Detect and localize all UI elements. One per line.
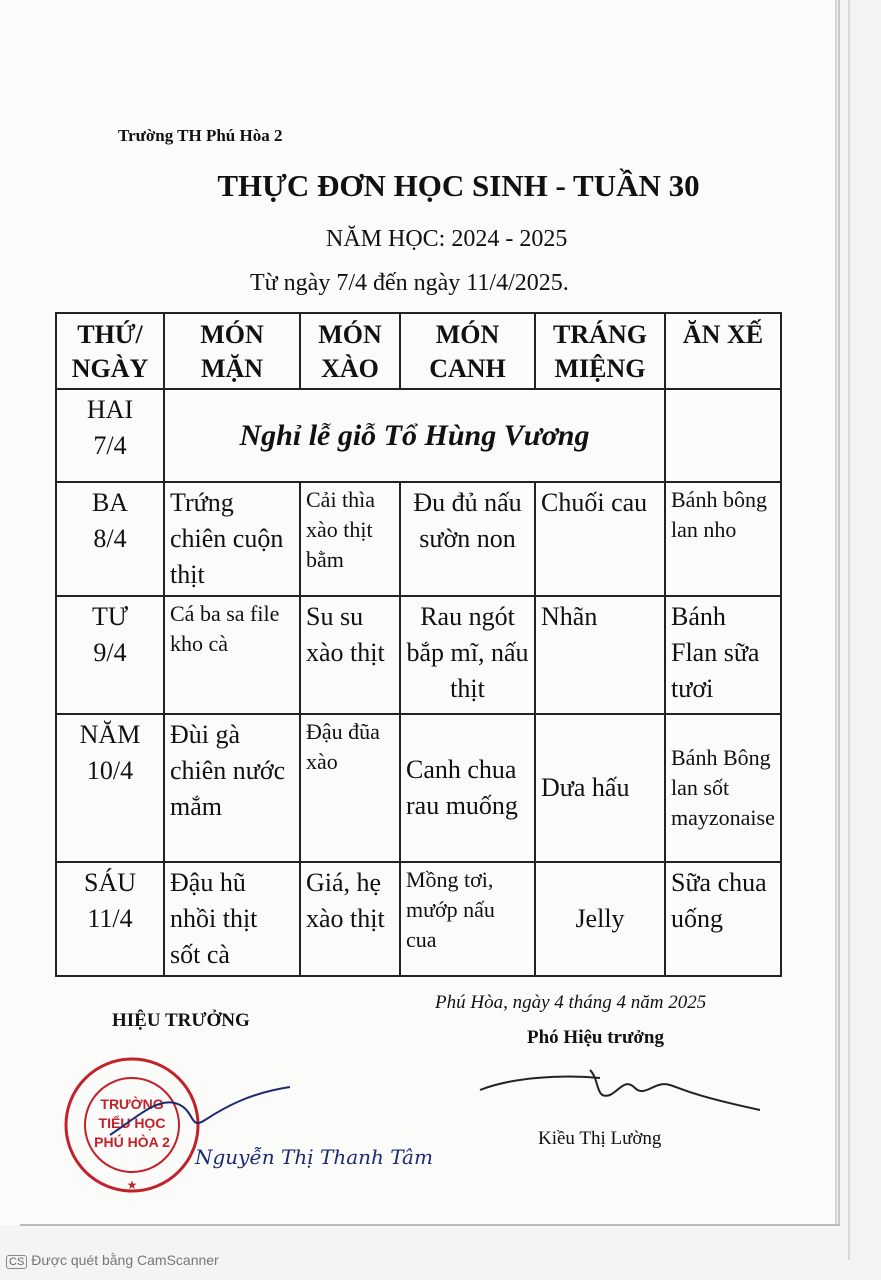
snack: Bánh Flan sữa tươi [665, 596, 781, 714]
header-soup: MÓN CANH [400, 313, 535, 389]
vice-principal-signature-icon [470, 1060, 770, 1120]
dessert: Jelly [535, 862, 665, 976]
school-name: Trường TH Phú Hòa 2 [118, 126, 283, 145]
stir-fry-dish: Đậu đũa xào [300, 714, 400, 862]
signature-date-line: Phú Hòa, ngày 4 tháng 4 năm 2025 [435, 992, 707, 1013]
table-row [56, 596, 781, 714]
school-year: NĂM HỌC: 2024 - 2025 [326, 226, 568, 252]
stir-fry-dish: Giá, hẹ xào thịt [300, 862, 400, 976]
day-date: 11/4 [87, 904, 133, 933]
day-cell [56, 596, 164, 714]
day-name: TƯ [91, 602, 129, 631]
stamp-line: PHÚ HÒA 2 [94, 1134, 170, 1150]
date-range: Từ ngày 7/4 đến ngày 11/4/2025. [250, 270, 569, 296]
dessert: Chuối cau [535, 482, 665, 596]
day-name: BA [91, 488, 129, 517]
snack: Sữa chua uống [665, 862, 781, 976]
principal-title: HIỆU TRƯỞNG [112, 1010, 250, 1031]
header-snack: ĂN XẾ [665, 313, 781, 389]
day-cell [56, 714, 164, 862]
day-date: 7/4 [93, 431, 127, 460]
dessert: Dưa hấu [535, 714, 665, 862]
vice-principal-name: Kiều Thị Lường [538, 1128, 662, 1149]
dessert: Nhãn [535, 596, 665, 714]
main-dish: Trứng chiên cuộn thịt [164, 482, 300, 596]
camscanner-icon: CS [6, 1255, 27, 1269]
page-edge [20, 1224, 840, 1226]
footer-text: Được quét bằng CamScanner [31, 1252, 219, 1268]
header-stir-fry: MÓN XÀO [300, 313, 400, 389]
day-cell [56, 482, 164, 596]
table-row [56, 389, 781, 482]
table-header-row [56, 313, 781, 389]
soup-dish: Canh chua rau muống [400, 714, 535, 862]
main-dish: Đậu hũ nhồi thịt sốt cà [164, 862, 300, 976]
stir-fry-dish: Cải thìa xào thịt bằm [300, 482, 400, 596]
snack: Bánh Bông lan sốt mayzonaise [665, 714, 781, 862]
main-dish: Cá ba sa file kho cà [164, 596, 300, 714]
menu-table [55, 312, 782, 977]
day-date: 8/4 [93, 524, 127, 553]
empty-cell [665, 389, 781, 482]
day-date: 9/4 [93, 638, 127, 667]
stir-fry-dish: Su su xào thịt [300, 596, 400, 714]
stamp-line: TIỂU HỌC [98, 1115, 166, 1131]
day-name: HAI [86, 395, 134, 424]
snack: Bánh bông lan nho [665, 482, 781, 596]
table-row [56, 714, 781, 862]
svg-text:★: ★ [126, 1178, 138, 1192]
scanner-footer [6, 1252, 219, 1269]
main-dish: Đùi gà chiên nước mắm [164, 714, 300, 862]
table-row [56, 862, 781, 976]
day-cell [56, 862, 164, 976]
day-name: NĂM [79, 720, 141, 749]
header-main: MÓN MẶN [164, 313, 300, 389]
holiday-note: Nghỉ lễ giỗ Tổ Hùng Vương [164, 389, 665, 482]
soup-dish: Rau ngót bắp mĩ, nấu thịt [400, 596, 535, 714]
principal-name: Nguyễn Thị Thanh Tâm [195, 1145, 433, 1169]
header-day: THỨ/ NGÀY [56, 313, 164, 389]
document-title: THỰC ĐƠN HỌC SINH - TUẦN 30 [217, 168, 700, 203]
table-row [56, 482, 781, 596]
stamp-line: TRƯỜNG [100, 1096, 164, 1112]
soup-dish: Mồng tơi, mướp nấu cua [400, 862, 535, 976]
day-name: SÁU [83, 868, 136, 897]
day-cell [56, 389, 164, 482]
day-date: 10/4 [86, 756, 134, 785]
header-dessert: TRÁNG MIỆNG [535, 313, 665, 389]
soup-dish: Đu đủ nấu sườn non [400, 482, 535, 596]
vice-principal-title: Phó Hiệu trưởng [527, 1027, 664, 1048]
